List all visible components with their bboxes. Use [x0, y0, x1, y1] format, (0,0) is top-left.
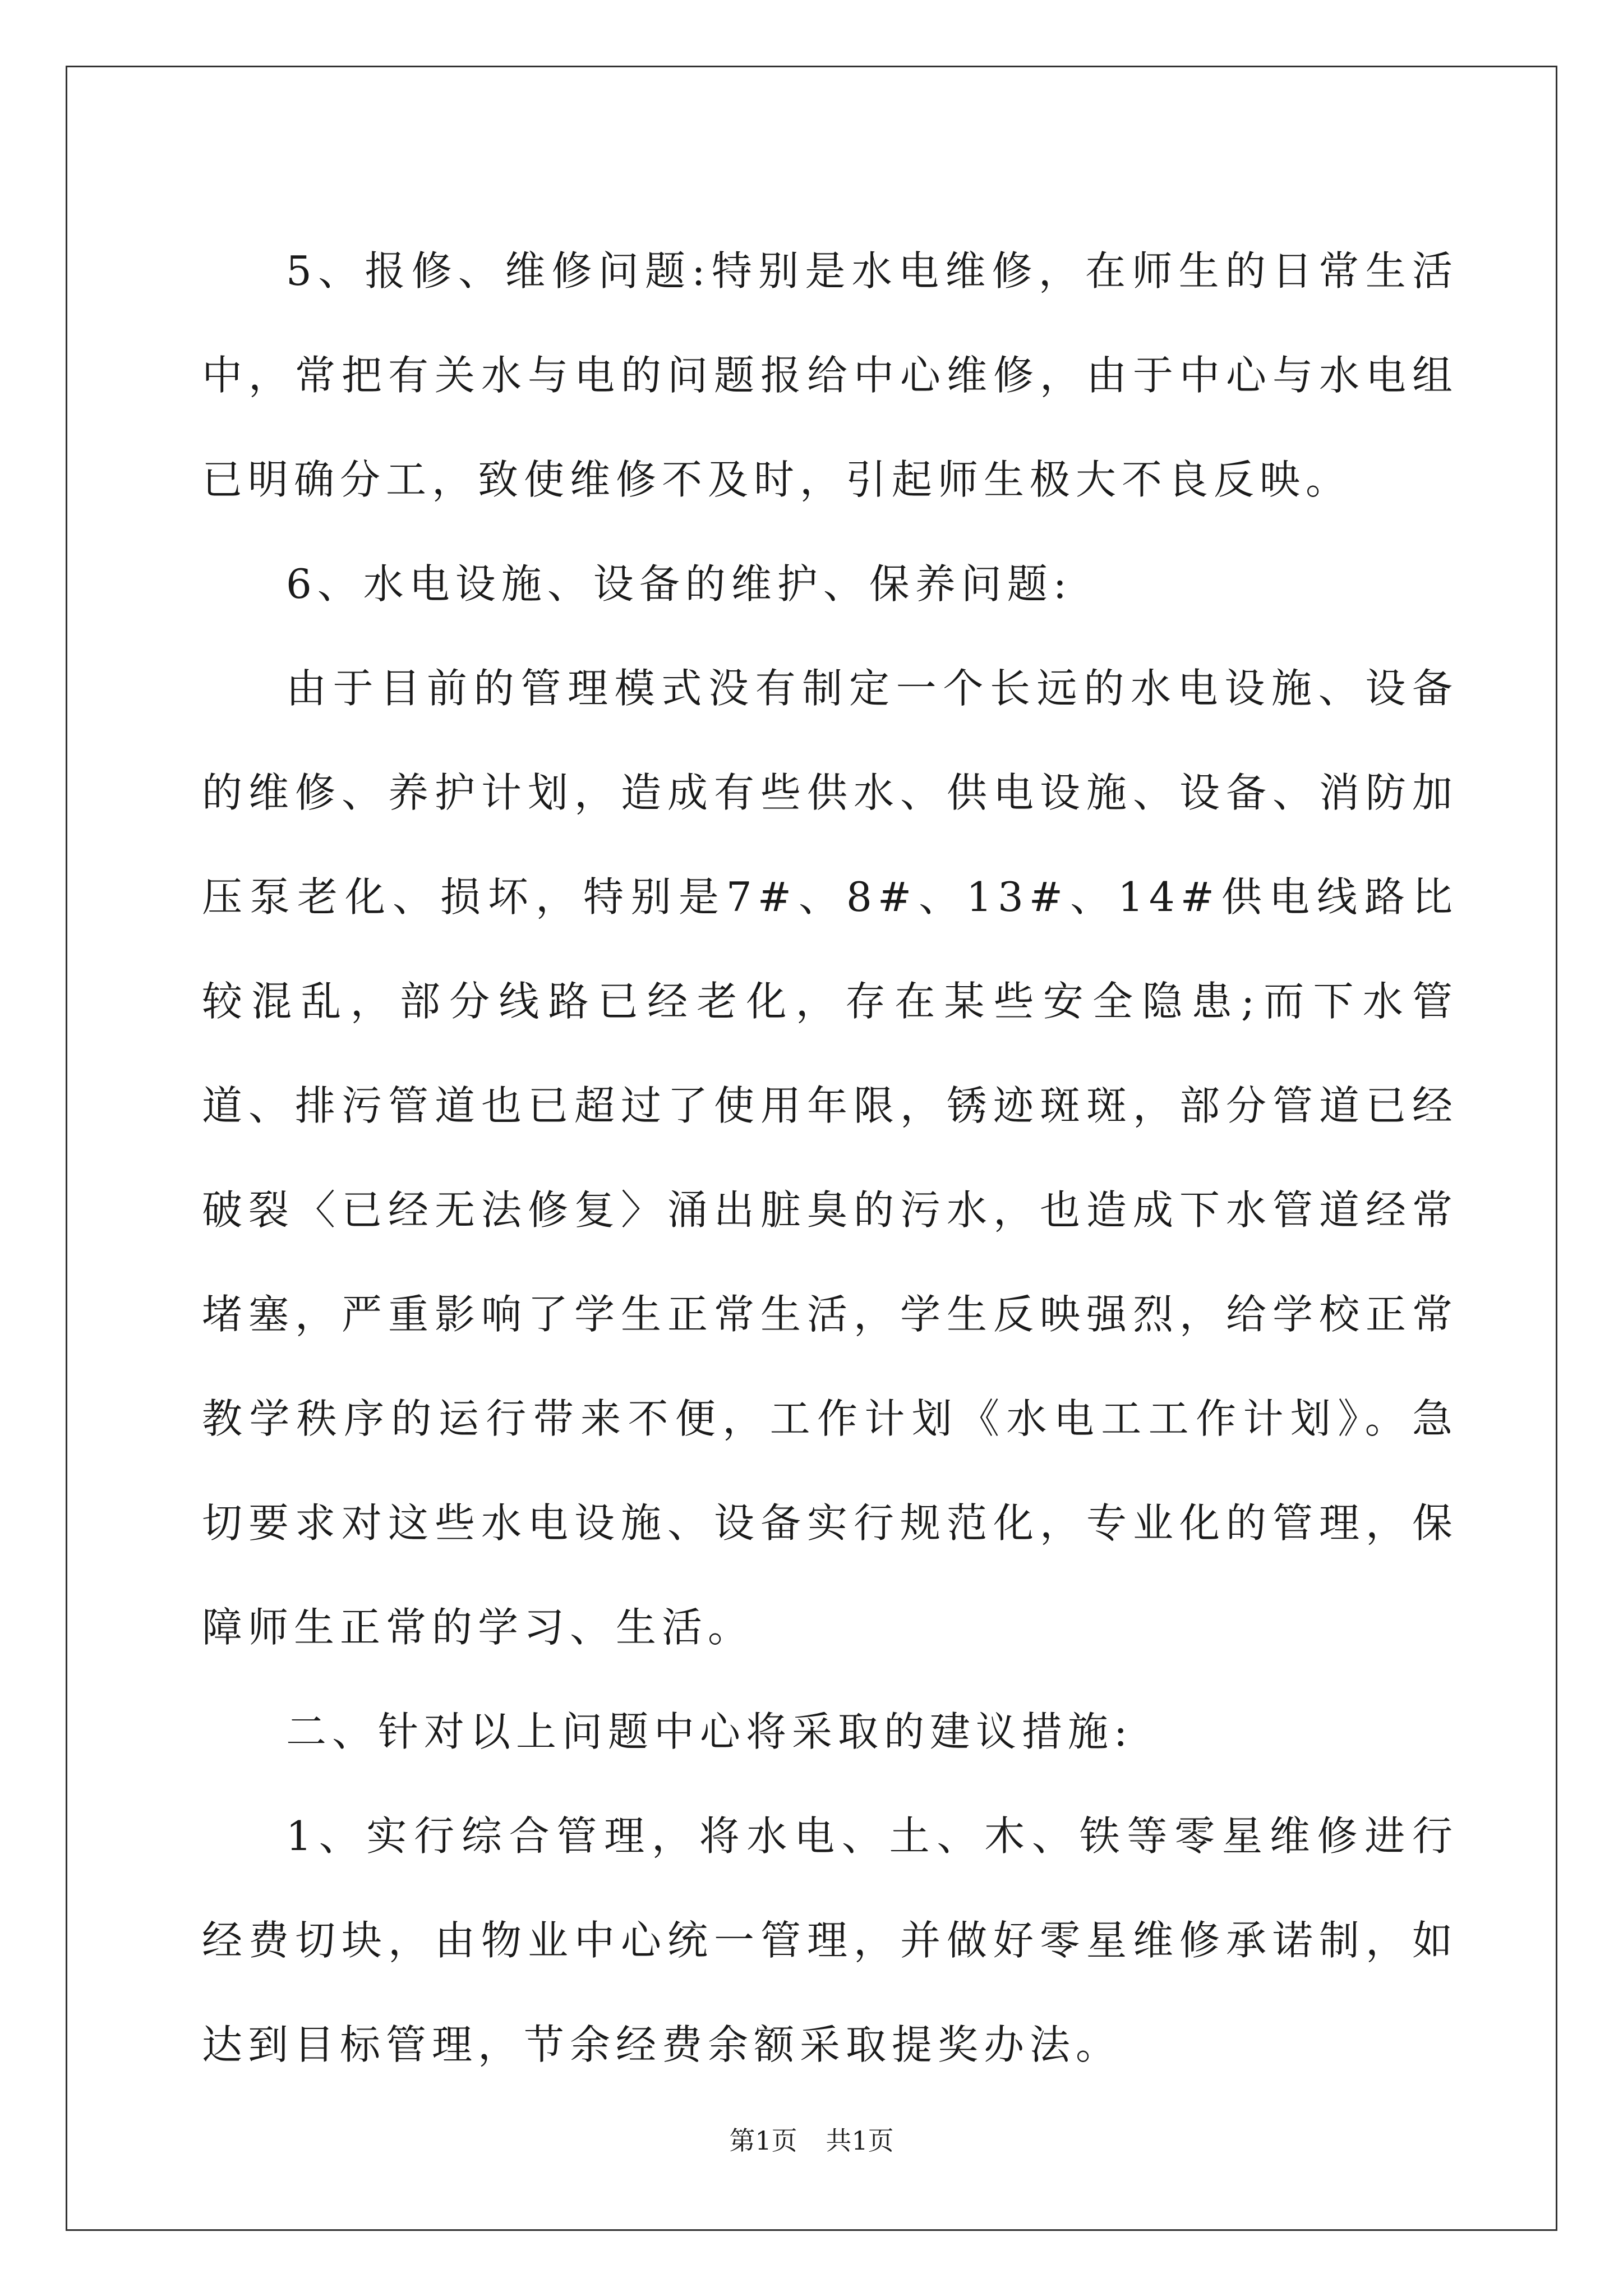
- document-body: [202, 219, 1458, 2097]
- paragraph-measures-heading: 二、针对以上问题中心将采取的建议措施:: [286, 1708, 1133, 1755]
- page-number-current: 第1页: [729, 2125, 797, 2156]
- paragraph-measure-1: 1、实行综合管理，将水电、土、木、铁等零星维修进行经费切块，由物业中心统一管理，并做好零星维修承诺制，如达到目标管理，节余经费余额采取提奖办法。: [202, 1812, 1458, 2068]
- page-number-total: 共1页: [826, 2125, 894, 2156]
- paragraph-maintenance-heading: 6、水电设施、设备的维护、保养问题:: [286, 560, 1073, 608]
- page-footer: [0, 2124, 1623, 2157]
- paragraph-repair-issue: 5、报修、维修问题:特别是水电维修，在师生的日常生活中，常把有关水与电的问题报给中心维修，由于中心与水电组已明确分工，致使维修不及时，引起师生极大不良反映。: [202, 247, 1458, 503]
- paragraph-maintenance-detail: 由于目前的管理模式没有制定一个长远的水电设施、设备的维修、养护计划，造成有些供水、供电设施、设备、消防加压泵老化、损坏，特别是7#、8#、13#、14#供电线路比较混乱，部分线路已经老化，存在某些安全隐患;而下水管道、排污管道也已超过了使用年限，锈迹斑斑，部分管道已经破裂〈已经无法修复〉涌出脏臭的污水，也造成下水管道经常堵塞，严重影响了学生正常生活，学生反映强烈，给学校正常教学秩序的运行带来不便，工作计划《水电工工作计划》。急切要求对这些水电设施、设备实行规范化，专业化的管理，保障师生正常的学习、生活。: [202, 665, 1458, 1651]
